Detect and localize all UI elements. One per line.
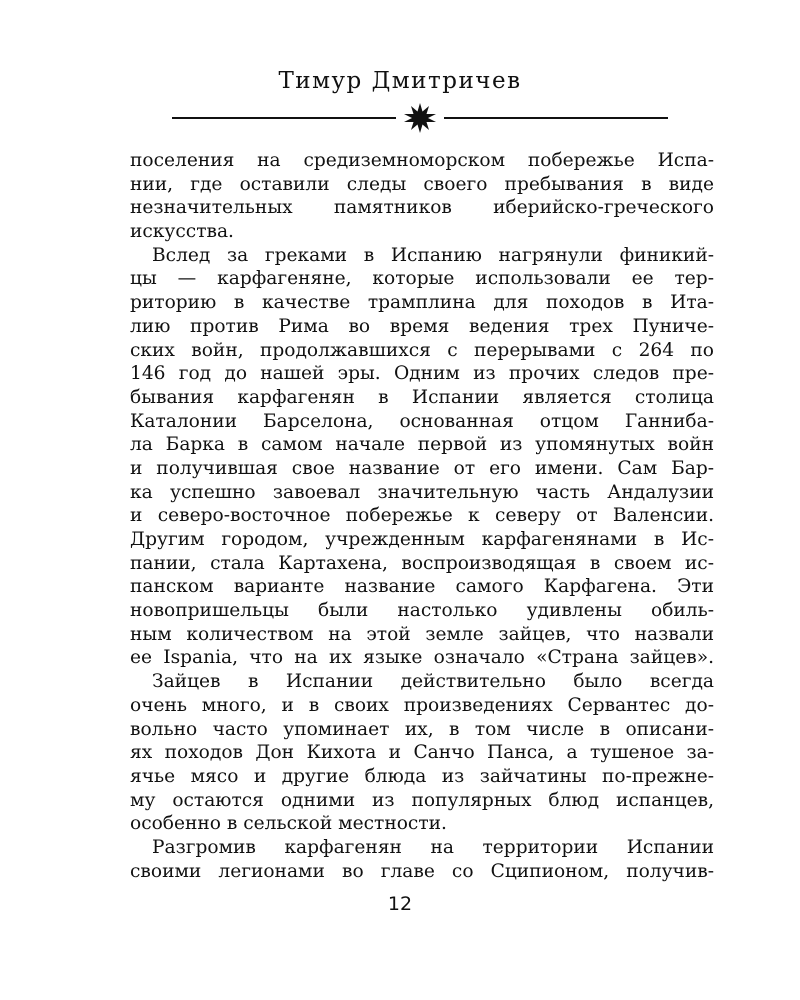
text-line: искусства. <box>130 221 234 243</box>
header-rule-right <box>444 117 668 119</box>
body-text <box>130 149 714 883</box>
text-line: и северо-восточное побережье к северу от Валенсии. <box>130 505 714 527</box>
text-line: панском варианте название самого Карфагена. Эти <box>130 576 714 598</box>
text-line: и получившая свое название от его имени. Сам Бар- <box>130 457 714 479</box>
text-line: пании, стала Картахена, воспроизводящая в своем ис- <box>130 552 714 574</box>
header-rule-left <box>172 117 396 119</box>
text-line: ным количеством на этой земле зайцев, что назвали <box>130 623 714 645</box>
text-line: Разгромив карфагенян на территории Испании <box>152 836 714 858</box>
text-line: своими легионами во главе со Сципионом, получив- <box>130 860 714 882</box>
text-line: му остаются одними из популярных блюд испанцев, <box>130 789 714 811</box>
text-line: Вслед за греками в Испанию нагрянули финикий- <box>152 244 714 266</box>
text-line: очень много, и в своих произведениях Сервантес до- <box>130 694 714 716</box>
star-ornament-icon <box>403 103 437 133</box>
page-number: 12 <box>387 893 413 915</box>
text-line: ских войн, продолжавшихся с перерывами с 264 по <box>130 339 714 361</box>
text-line: ях походов Дон Кихота и Санчо Панса, а тушеное за- <box>130 742 714 764</box>
text-line: особенно в сельской местности. <box>130 813 447 835</box>
running-head-author: Тимур Дмитричев <box>278 68 522 94</box>
text-line: 146 год до нашей эры. Одним из прочих следов пре- <box>130 363 714 385</box>
text-line: вольно часто упоминает их, в том числе в описани- <box>130 718 714 740</box>
text-line: бывания карфагенян в Испании является столица <box>130 386 714 408</box>
header-ornament <box>172 103 668 133</box>
text-line: риторию в качестве трамплина для походов в Ита- <box>130 292 714 314</box>
text-line: цы — карфагеняне, которые использовали ее тер- <box>130 268 714 290</box>
text-line: поселения на средиземноморском побережье Испа- <box>130 150 714 171</box>
text-line: лию против Рима во время ведения трех Пуниче- <box>130 315 714 337</box>
text-line: нии, где оставили следы своего пребывания в виде <box>130 173 714 195</box>
text-line: Зайцев в Испании действительно было всегда <box>152 671 714 693</box>
text-line: ячье мясо и другие блюда из зайчатины по-прежне- <box>130 765 714 787</box>
text-line: ка успешно завоевал значительную часть Андалузии <box>130 481 714 503</box>
text-line: ла Барка в самом начале первой из упомянутых войн <box>130 434 714 456</box>
text-line: ее Ispania, что на их языке означало «Страна зайцев». <box>130 647 714 669</box>
text-line: новопришельцы были настолько удивлены обиль- <box>130 600 714 622</box>
text-line: Другим городом, учрежденным карфагенянами в Ис- <box>130 529 714 550</box>
text-line: незначительных памятников иберийско-греческого <box>130 197 714 219</box>
text-line: Каталонии Барселона, основанная отцом Ганниба- <box>130 410 714 432</box>
